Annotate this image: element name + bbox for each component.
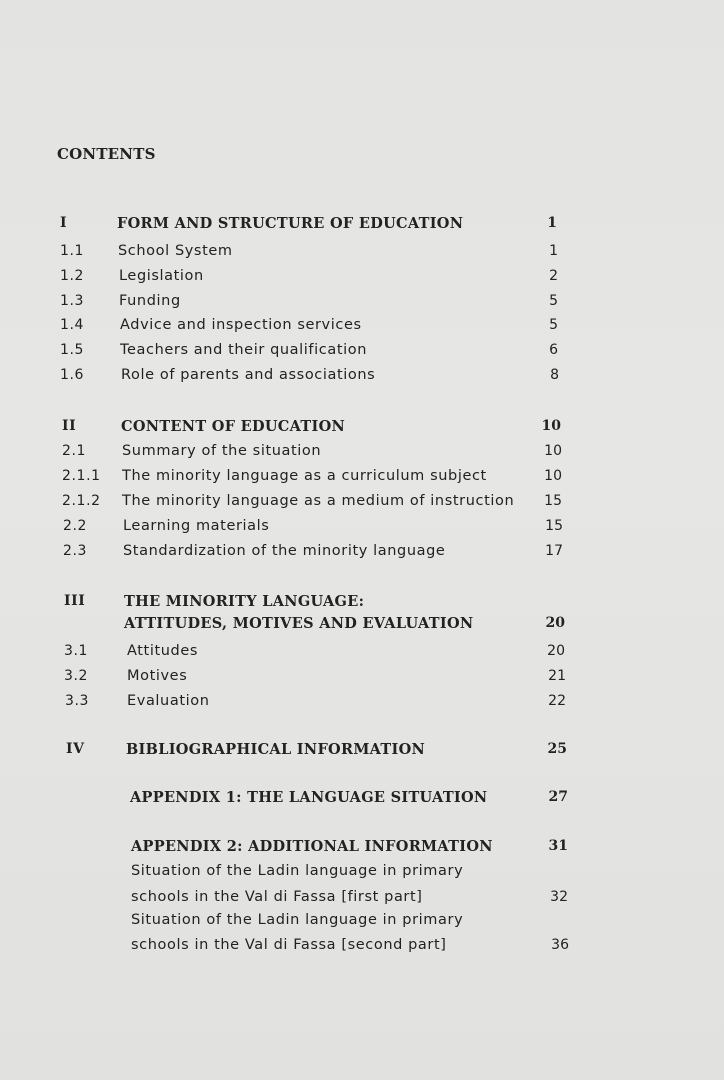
toc-title: Legislation <box>119 268 204 284</box>
toc-page: 17 <box>545 543 563 559</box>
toc-number: 1.6 <box>60 367 85 383</box>
toc-number: 2.2 <box>63 518 88 534</box>
toc-number: 1.2 <box>60 268 85 284</box>
toc-page: 31 <box>548 838 568 854</box>
toc-page: 22 <box>548 693 566 709</box>
toc-number: 1.1 <box>60 243 85 259</box>
toc-entry <box>0 342 724 364</box>
toc-entry <box>0 518 724 540</box>
toc-title: The minority language as a curriculum subject <box>122 468 487 484</box>
toc-page: 10 <box>541 418 561 434</box>
toc-title: schools in the Val di Fassa [second part] <box>131 937 447 953</box>
toc-number: 1.5 <box>60 342 85 358</box>
toc-page: 20 <box>547 643 565 659</box>
toc-title: CONTENT OF EDUCATION <box>121 418 346 435</box>
toc-title: School System <box>118 243 233 259</box>
toc-entry <box>0 741 724 763</box>
toc-title: Attitudes <box>127 643 199 659</box>
toc-page: 15 <box>544 493 562 509</box>
toc-number: 1.3 <box>60 293 85 309</box>
toc-entry <box>0 543 724 565</box>
toc-title: Advice and inspection services <box>120 317 362 333</box>
toc-page: 8 <box>550 367 559 383</box>
toc-page: 1 <box>549 243 558 259</box>
toc-page: 2 <box>549 268 558 284</box>
toc-page: 10 <box>544 468 562 484</box>
toc-title: Evaluation <box>127 693 210 709</box>
toc-entry <box>0 789 724 811</box>
toc-title: schools in the Val di Fassa [first part] <box>131 889 423 905</box>
toc-number: 3.2 <box>64 668 89 684</box>
toc-entry <box>0 268 724 290</box>
toc-page: 5 <box>549 293 558 309</box>
toc-title: Funding <box>119 293 181 309</box>
toc-title: Situation of the Ladin language in primary <box>131 912 464 928</box>
toc-page: 1 <box>547 215 557 231</box>
toc-number: 3.3 <box>65 693 90 709</box>
toc-entry <box>0 317 724 339</box>
toc-entry <box>0 215 724 237</box>
toc-entry <box>0 367 724 389</box>
toc-entry <box>0 418 724 440</box>
toc-page: 15 <box>545 518 563 534</box>
toc-page: 36 <box>551 937 569 953</box>
toc-page: 10 <box>544 443 562 459</box>
toc-page: 32 <box>550 889 568 905</box>
toc-title: ATTITUDES, MOTIVES AND EVALUATION <box>124 615 474 632</box>
toc-entry <box>0 693 724 715</box>
toc-title: Role of parents and associations <box>121 367 376 383</box>
toc-entry <box>0 889 724 911</box>
toc-page: 25 <box>547 741 567 757</box>
toc-page: 5 <box>549 317 558 333</box>
toc-title: BIBLIOGRAPHICAL INFORMATION <box>126 741 426 758</box>
toc-page: 6 <box>549 342 558 358</box>
toc-number: 3.1 <box>64 643 89 659</box>
toc-title: Summary of the situation <box>122 443 322 459</box>
toc-entry <box>0 243 724 265</box>
toc-entry <box>0 668 724 690</box>
toc-number: 2.1.1 <box>62 468 101 484</box>
toc-title: The minority language as a medium of instruction <box>122 493 515 509</box>
toc-entry <box>0 443 724 465</box>
toc-page: 21 <box>548 668 566 684</box>
toc-title: THE MINORITY LANGUAGE: <box>124 593 365 610</box>
toc-number: 2.3 <box>63 543 88 559</box>
toc-title: Standardization of the minority language <box>123 543 446 559</box>
toc-number: 2.1.2 <box>62 493 101 509</box>
toc-entry <box>0 493 724 515</box>
toc-entry <box>0 863 724 885</box>
toc-title: Learning materials <box>123 518 270 534</box>
toc-title: APPENDIX 1: THE LANGUAGE SITUATION <box>130 789 488 806</box>
toc-entry <box>0 468 724 490</box>
toc-page: 20 <box>545 615 565 631</box>
toc-entry <box>0 937 724 959</box>
toc-number: 2.1 <box>62 443 87 459</box>
toc-entry <box>0 615 724 637</box>
toc-number: III <box>64 593 86 609</box>
toc-title: FORM AND STRUCTURE OF EDUCATION <box>117 215 464 232</box>
toc-number: 1.4 <box>60 317 85 333</box>
toc-entry <box>0 293 724 315</box>
toc-entry <box>0 838 724 860</box>
toc-title: APPENDIX 2: ADDITIONAL INFORMATION <box>131 838 493 855</box>
toc-entry <box>0 912 724 934</box>
page-title: CONTENTS <box>57 145 156 163</box>
toc-entry <box>0 593 724 615</box>
toc-number: II <box>62 418 77 434</box>
toc-number: I <box>60 215 68 231</box>
toc-page: 27 <box>548 789 568 805</box>
toc-entry <box>0 643 724 665</box>
toc-number: IV <box>66 741 85 757</box>
toc-title: Teachers and their qualification <box>120 342 367 358</box>
toc-title: Situation of the Ladin language in primary <box>131 863 464 879</box>
toc-title: Motives <box>127 668 188 684</box>
